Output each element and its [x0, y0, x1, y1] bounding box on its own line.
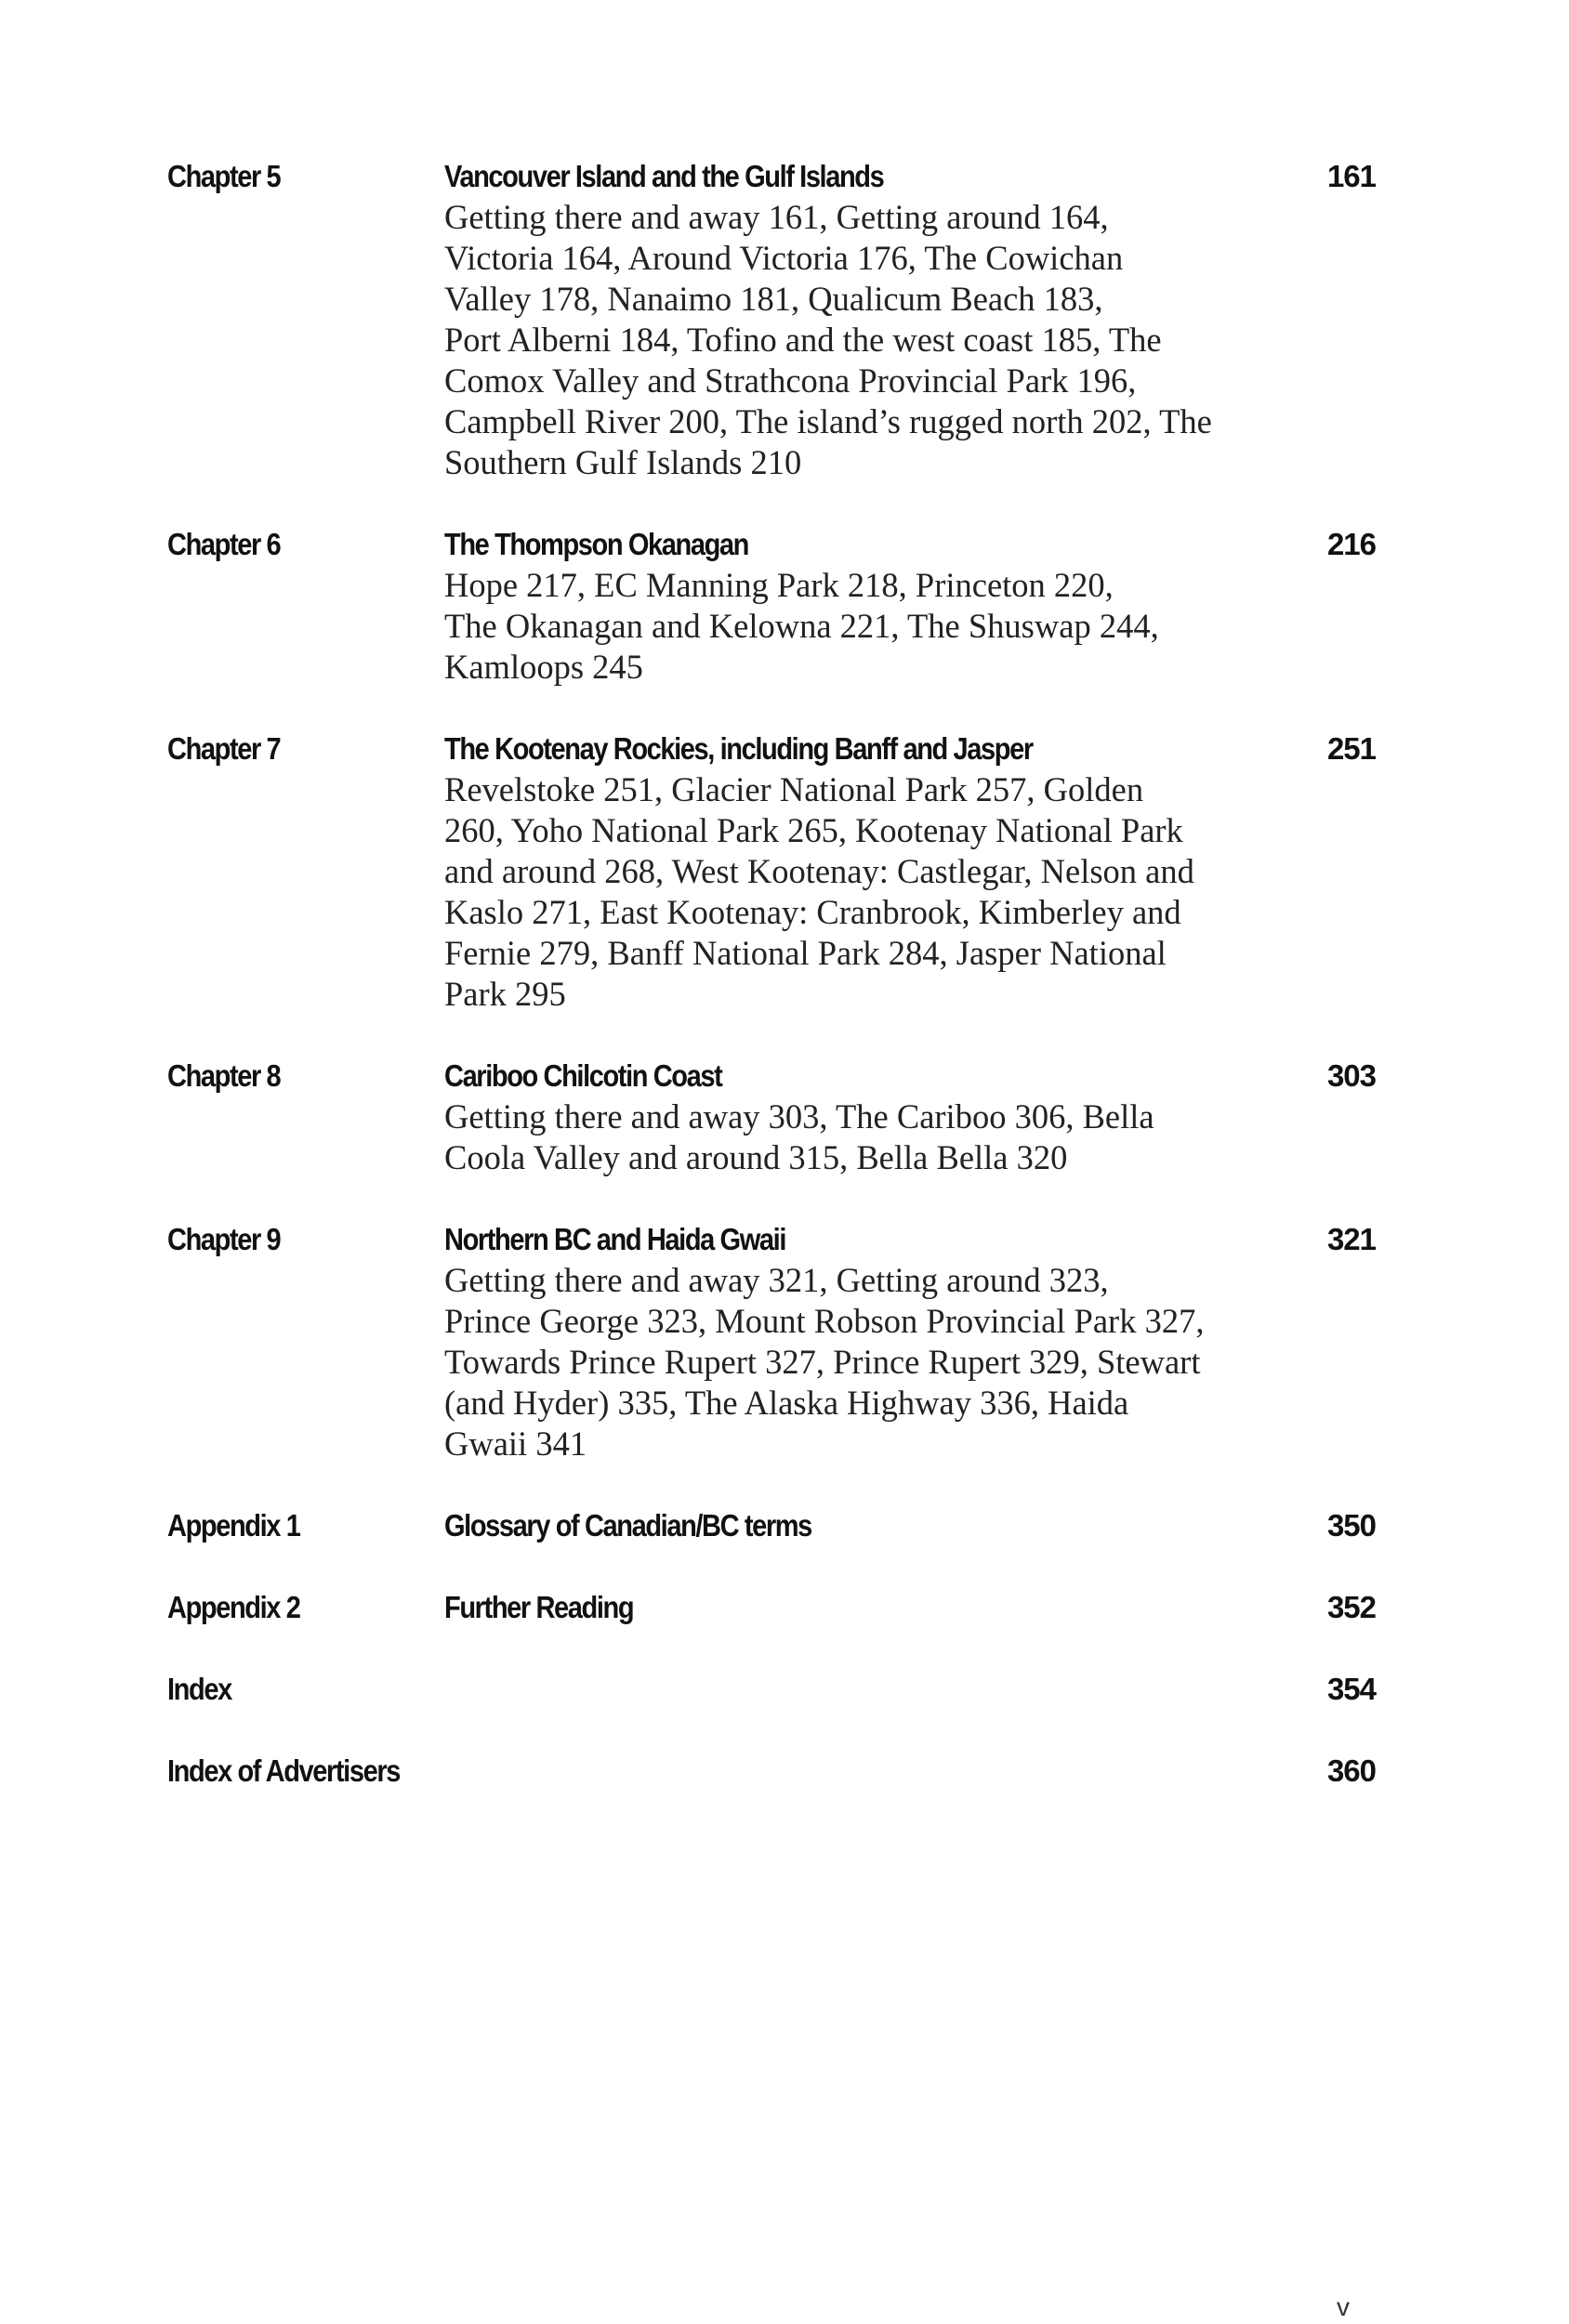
entry-body — [444, 156, 1281, 483]
entry-label: Index — [167, 1672, 231, 1706]
entry-label: Chapter 5 — [167, 159, 281, 193]
toc-entry-chapter-8[interactable] — [167, 1056, 1376, 1178]
toc-entry-appendix-1[interactable] — [167, 1505, 1376, 1546]
entry-body — [444, 729, 1281, 1015]
entry-page-number: 216 — [1326, 527, 1376, 561]
entry-title: Northern BC and Haida Gwaii — [444, 1222, 785, 1256]
entry-page-number: 352 — [1326, 1590, 1376, 1624]
entry-description: Hope 217, EC Manning Park 218, Princeton 220, The Okanagan and Kelowna 221, The Shuswap 244, Kamloops 245 — [444, 566, 1159, 686]
entry-page-number: 321 — [1326, 1222, 1376, 1256]
entry-page-number: 303 — [1326, 1058, 1376, 1093]
entry-page-number: 350 — [1326, 1508, 1376, 1543]
entry-page-number: 161 — [1326, 159, 1376, 193]
entry-label: Index of Advertisers — [167, 1753, 400, 1788]
entry-description: Revelstoke 251, Glacier National Park 257, Golden 260, Yoho National Park 265, Kootenay National Park and around 268, West Kootenay: Castlegar, Nelson and Kaslo 271, East Kootenay: Cranbrook, Kimberley and Fernie 279, Banff National Park 284, Jasper National Park 295 — [444, 770, 1194, 1013]
entry-label: Chapter 9 — [167, 1222, 281, 1256]
entry-label: Appendix 2 — [167, 1590, 300, 1624]
entry-label: Chapter 8 — [167, 1058, 281, 1093]
entry-title: Glossary of Canadian/BC terms — [444, 1508, 811, 1543]
toc-entry-index-of-advertisers[interactable] — [167, 1751, 1376, 1792]
entry-page-number: 360 — [1326, 1753, 1376, 1788]
entry-title: Further Reading — [444, 1590, 634, 1624]
entry-description: Getting there and away 161, Getting around 164, Victoria 164, Around Victoria 176, The Cowichan Valley 178, Nanaimo 181, Qualicum Beach 183, Port Alberni 184, Tofino and the west coast 185, The Comox Valley and Strathcona Provincial Park 196, Campbell River 200, The island’s rugged north 202, The Southern Gulf Islands 210 — [444, 198, 1212, 481]
entry-title: Vancouver Island and the Gulf Islands — [444, 159, 884, 193]
toc-entry-chapter-7[interactable] — [167, 729, 1376, 1015]
entry-title: Cariboo Chilcotin Coast — [444, 1058, 722, 1093]
entry-description: Getting there and away 321, Getting around 323, Prince George 323, Mount Robson Provincial Park 327, Towards Prince Rupert 327, Prince Rupert 329, Stewart (and Hyder) 335, The Alaska Highway 336, Haida Gwaii 341 — [444, 1261, 1205, 1463]
table-of-contents — [167, 156, 1376, 1792]
folio-page-number: v — [1337, 2292, 1350, 2321]
toc-entry-index[interactable] — [167, 1669, 1376, 1710]
entry-body — [444, 524, 1281, 688]
entry-page-number: 251 — [1326, 731, 1376, 766]
entry-body — [444, 1056, 1281, 1178]
entry-description: Getting there and away 303, The Cariboo 306, Bella Coola Valley and around 315, Bella Bella 320 — [444, 1097, 1154, 1176]
entry-body — [444, 1587, 1281, 1628]
entry-body — [444, 1505, 1281, 1546]
toc-entry-chapter-5[interactable] — [167, 156, 1376, 483]
entry-body — [444, 1219, 1281, 1464]
entry-title: The Kootenay Rockies, including Banff and Jasper — [444, 731, 1033, 766]
toc-entry-chapter-6[interactable] — [167, 524, 1376, 688]
entry-page-number: 354 — [1326, 1672, 1376, 1706]
toc-entry-appendix-2[interactable] — [167, 1587, 1376, 1628]
entry-label: Chapter 6 — [167, 527, 281, 561]
entry-label: Chapter 7 — [167, 731, 281, 766]
entry-label: Appendix 1 — [167, 1508, 300, 1543]
entry-title: The Thompson Okanagan — [444, 527, 749, 561]
toc-entry-chapter-9[interactable] — [167, 1219, 1376, 1464]
